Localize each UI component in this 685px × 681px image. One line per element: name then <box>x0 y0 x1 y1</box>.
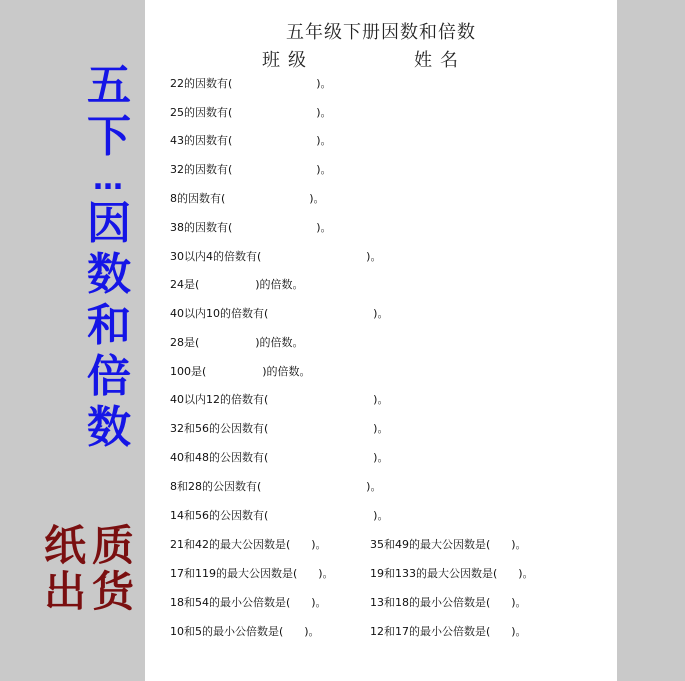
question-line: 28是( )的倍数。 <box>170 336 304 349</box>
pair-question-left: 18和54的最小公倍数是( )。 <box>170 596 327 609</box>
stamp-char: 质 <box>92 521 135 570</box>
stamp-char: 纸 <box>44 521 87 570</box>
question-line: 32和56的公因数有( )。 <box>170 422 389 435</box>
pair-question-right: 35和49的最大公因数是( )。 <box>370 538 527 551</box>
question-line: 24是( )的倍数。 <box>170 278 304 291</box>
stamp-char: 货 <box>92 567 135 616</box>
question-line: 40以内12的倍数有( )。 <box>170 393 389 406</box>
pair-question-left: 17和119的最大公因数是( )。 <box>170 567 334 580</box>
question-line: 32的因数有( )。 <box>170 163 332 176</box>
pair-question-left: 10和5的最小公倍数是( )。 <box>170 625 320 638</box>
vertical-title-char: 五 <box>87 60 131 111</box>
question-line: 14和56的公因数有( )。 <box>170 509 389 522</box>
vertical-title <box>84 60 134 453</box>
pair-question-left: 21和42的最大公因数是( )。 <box>170 538 327 551</box>
question-line: 43的因数有( )。 <box>170 134 332 147</box>
class-label: 班级 <box>262 50 314 71</box>
vertical-title-char: 数 <box>87 249 131 300</box>
question-line: 38的因数有( )。 <box>170 221 332 234</box>
question-line: 22的因数有( )。 <box>170 77 332 90</box>
question-line: 100是( )的倍数。 <box>170 365 311 378</box>
question-line: 8和28的公因数有( )。 <box>170 480 382 493</box>
stamp-char: 出 <box>44 567 87 616</box>
pair-question-right: 12和17的最小公倍数是( )。 <box>370 625 527 638</box>
vertical-title-char: 下 <box>87 111 131 162</box>
question-line: 40和48的公因数有( )。 <box>170 451 389 464</box>
question-line: 40以内10的倍数有( )。 <box>170 307 389 320</box>
name-label: 姓名 <box>414 50 466 71</box>
vertical-title-char: 和 <box>87 300 131 351</box>
paper-shipping-stamp <box>44 523 144 615</box>
question-line: 25的因数有( )。 <box>170 106 332 119</box>
question-line: 8的因数有( )。 <box>170 192 325 205</box>
pair-question-right: 19和133的最大公因数是( )。 <box>370 567 534 580</box>
vertical-title-ellipsis: … <box>93 162 125 197</box>
right-margin-strip <box>617 0 685 681</box>
question-line: 30以内4的倍数有( )。 <box>170 250 382 263</box>
vertical-title-char: 因 <box>87 198 131 249</box>
vertical-title-char: 数 <box>87 402 131 453</box>
worksheet-title: 五年级下册因数和倍数 <box>286 22 476 43</box>
vertical-title-char: 倍 <box>87 351 131 402</box>
pair-question-right: 13和18的最小公倍数是( )。 <box>370 596 527 609</box>
